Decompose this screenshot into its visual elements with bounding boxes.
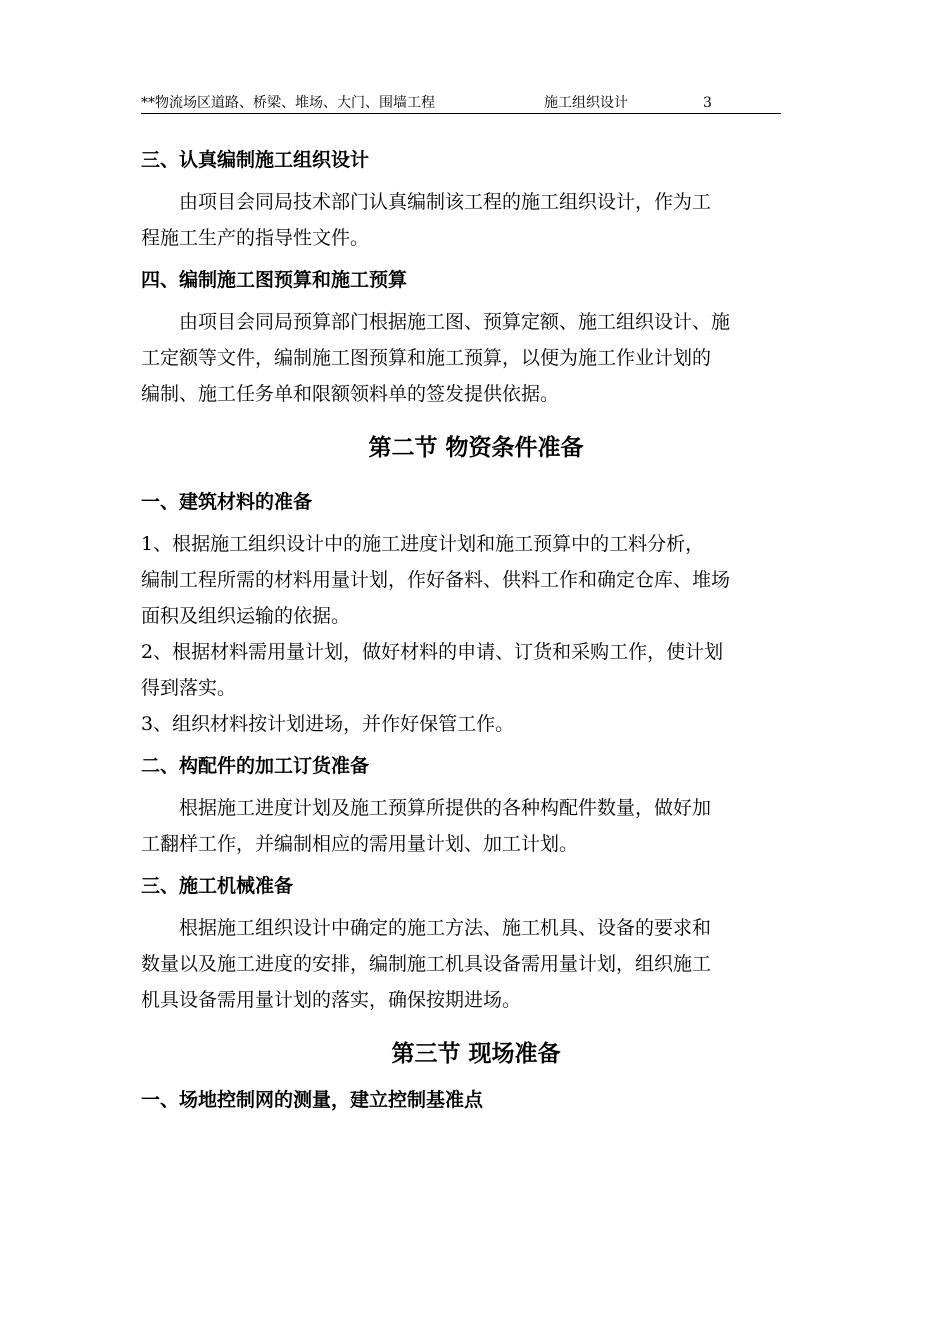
list-item-line: 1、根据施工组织设计中的施工进度计划和施工预算中的工料分析， [141, 533, 705, 555]
section-title-material-preparation: 第二节 物资条件准备 [368, 435, 584, 461]
heading-compile-construction-design: 三、认真编制施工组织设计 [141, 149, 370, 171]
paragraph-line: 由项目会同局预算部门根据施工图、预算定额、施工组织设计、施 [179, 311, 731, 333]
paragraph-line: 工翻样工作，并编制相应的需用量计划、加工计划。 [141, 833, 579, 855]
document-body [141, 142, 811, 1118]
heading-compile-budget: 四、编制施工图预算和施工预算 [141, 269, 408, 291]
list-item-line: 面积及组织运输的依据。 [141, 605, 351, 627]
paragraph-line: 工定额等文件，编制施工图预算和施工预算，以便为施工作业计划的 [141, 347, 712, 369]
header-page-number: 3 [703, 95, 712, 111]
heading-control-network-survey: 一、场地控制网的测量，建立控制基准点 [141, 1089, 484, 1111]
paragraph-line: 根据施工进度计划及施工预算所提供的各种构配件数量，做好加 [179, 797, 712, 819]
paragraph-line: 数量以及施工进度的安排，编制施工机具设备需用量计划，组织施工 [141, 953, 712, 975]
header-project-title: **物流场区道路、桥梁、堆场、大门、围墙工程 [141, 95, 435, 111]
paragraph-line: 编制、施工任务单和限额领料单的签发提供依据。 [141, 383, 560, 405]
list-item-line: 得到落实。 [141, 677, 237, 699]
paragraph-line: 根据施工组织设计中确定的施工方法、施工机具、设备的要求和 [179, 917, 712, 939]
list-item-line: 2、根据材料需用量计划，做好材料的申请、订货和采购工作，使计划 [141, 641, 724, 663]
heading-machinery-preparation: 三、施工机械准备 [141, 875, 294, 897]
heading-components-processing: 二、构配件的加工订货准备 [141, 755, 370, 777]
paragraph-line: 机具设备需用量计划的落实，确保按期进场。 [141, 989, 522, 1011]
list-item-line: 编制工程所需的材料用量计划，作好备料、供料工作和确定仓库、堆场 [141, 569, 731, 591]
paragraph-line: 由项目会同局技术部门认真编制该工程的施工组织设计，作为工 [179, 191, 712, 213]
header-document-type: 施工组织设计 [544, 95, 628, 111]
list-item-line: 3、组织材料按计划进场，并作好保管工作。 [141, 713, 515, 735]
section-title-site-preparation: 第三节 现场准备 [391, 1041, 561, 1067]
paragraph-line: 程施工生产的指导性文件。 [141, 227, 370, 249]
page-header [141, 93, 781, 114]
heading-building-materials: 一、建筑材料的准备 [141, 491, 313, 513]
